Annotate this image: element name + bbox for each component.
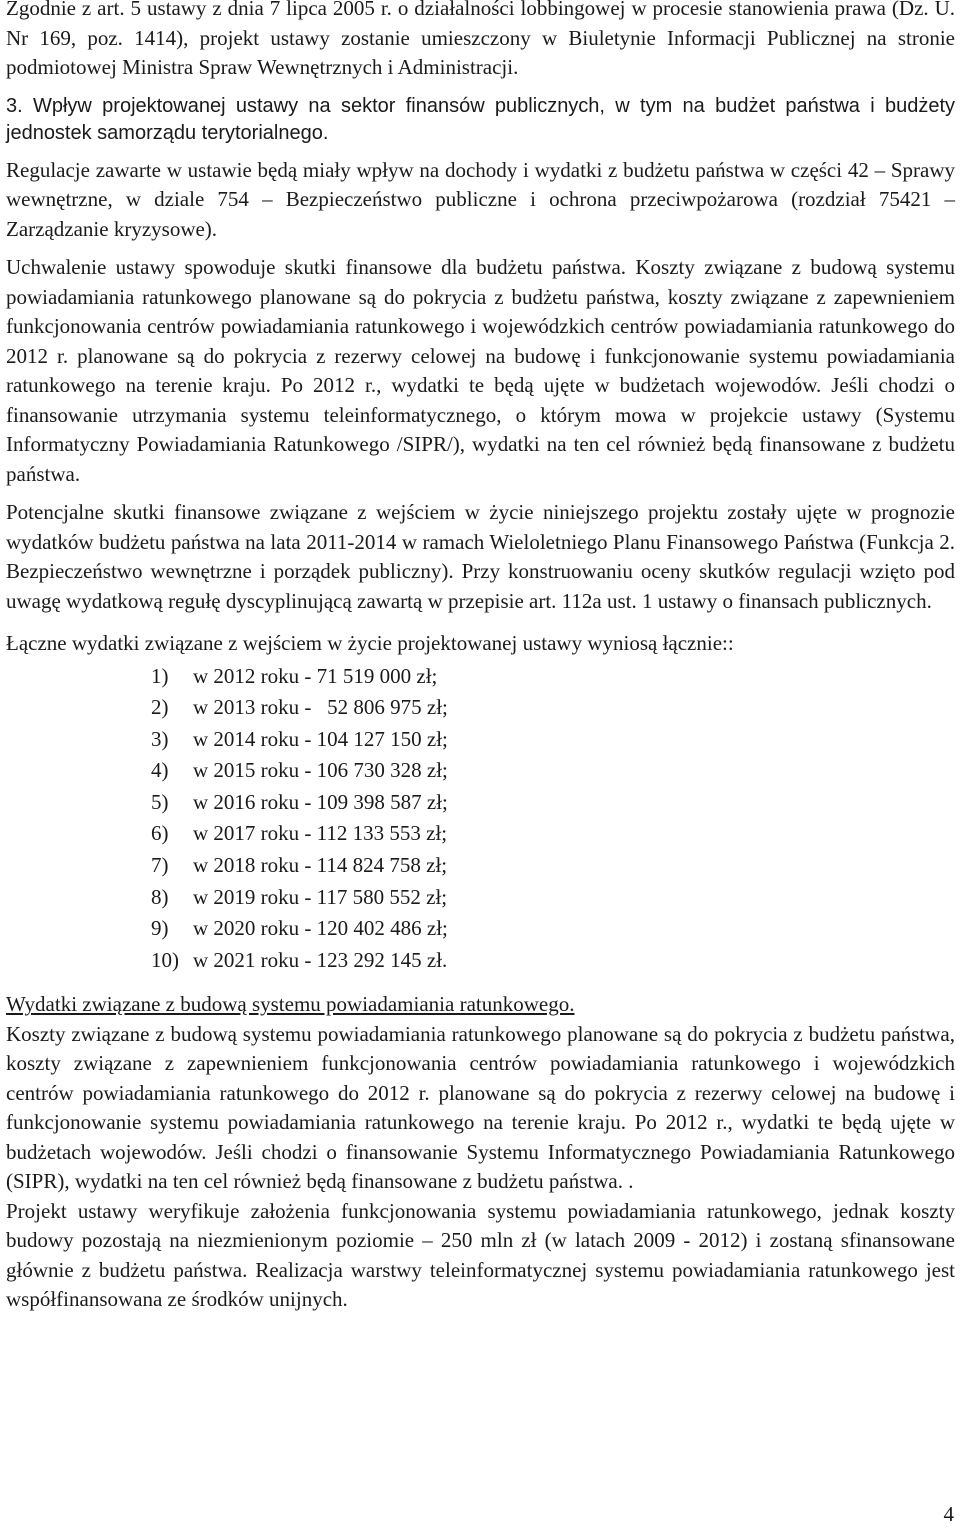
list-item: 3) w 2014 roku - 104 127 150 zł; bbox=[151, 726, 448, 751]
list-item: 1) w 2012 roku - 71 519 000 zł; bbox=[151, 663, 438, 688]
list-item: 6) w 2017 roku - 112 133 553 zł; bbox=[151, 821, 448, 846]
list-item: 2) w 2013 roku - 52 806 975 zł; bbox=[151, 695, 448, 720]
document-page bbox=[6, 0, 955, 1315]
intro-paragraph: Zgodnie z art. 5 ustawy z dnia 7 lipca 2005 r. o działalności lobbingowej w procesie stanowienia prawa (Dz. U. Nr 169, poz. 1414), projekt ustawy zostanie umieszczony w Biuletynie Informacji Publicznej na stronie podmiotowej Ministra Spraw Wewnętrznych i Administracji. bbox=[6, 0, 955, 79]
total-expenses-intro: Łączne wydatki związane z wejściem w życie projektowanej ustawy wyniosą łącznie:: bbox=[6, 631, 734, 655]
construction-expenses-subheading: Wydatki związane z budową systemu powiadamiania ratunkowego. bbox=[6, 992, 575, 1017]
list-item: 10) w 2021 roku - 123 292 145 zł. bbox=[151, 947, 448, 972]
potential-effects-paragraph: Potencjalne skutki finansowe związane z wejściem w życie niniejszego projektu zostały ujęte w prognozie wydatków budżetu państwa na lata 2011-2014 w ramach Wieloletniego Planu Finansowego Państwa (Funkcja 2. Bezpieczeństwo wewnętrzne i porządek publiczny). Przy konstruowaniu oceny skutków regulacji wzięto pod uwagę wydatkową regułę dyscyplinującą zawartą w przepisie art. 112a ust. 1 ustawy o finansach publicznych. bbox=[6, 500, 955, 613]
section-3-heading: 3. Wpływ projektowanej ustawy na sektor finansów publicznych, w tym na budżet państwa i budżety jednostek samorządu terytorialnego. bbox=[6, 94, 955, 144]
list-item: 8) w 2019 roku - 117 580 552 zł; bbox=[151, 884, 448, 909]
page-number: 4 bbox=[943, 1502, 954, 1526]
project-verification-paragraph: Projekt ustawy weryfikuje założenia funkcjonowania systemu powiadamiania ratunkowego, jednak koszty budowy pozostają na niezmienionym poziomie – 250 mln zł (w latach 2009 - 2012) i zostaną sfinansowane głównie z budżetu państwa. Realizacja warstwy teleinformatycznej systemu powiadamiania ratunkowego jest współfinansowana ze środków unijnych. bbox=[6, 1198, 955, 1312]
list-item: 5) w 2016 roku - 109 398 587 zł; bbox=[151, 789, 448, 814]
list-item: 7) w 2018 roku - 114 824 758 zł; bbox=[151, 853, 448, 878]
list-item: 4) w 2015 roku - 106 730 328 zł; bbox=[151, 758, 448, 783]
construction-costs-paragraph: Koszty związane z budową systemu powiadamiania ratunkowego planowane są do pokrycia z budżetu państwa, koszty związane z zapewnieniem funkcjonowania centrów powiadamiania ratunkowego i wojewódzkich centrów powiadamiania ratunkowego do 2012 r. planowane są do pokrycia z rezerwy celowej na budowę i funkcjonowanie systemu powiadamiania ratunkowego na terenie kraju. Po 2012 r., wydatki te będą ujęte w budżetach wojewodów. Jeśli chodzi o finansowanie Systemu Informatycznego Powiadamiania Ratunkowego (SIPR), wydatki na ten cel również będą finansowane z budżetu państwa. . bbox=[6, 1021, 955, 1194]
regulations-paragraph: Regulacje zawarte w ustawie będą miały wpływ na dochody i wydatki z budżetu państwa w części 42 – Sprawy wewnętrzne, w dziale 754 – Bezpieczeństwo publiczne i ochrona przeciwpożarowa (rozdział 75421 – Zarządzanie kryzysowe). bbox=[6, 157, 955, 241]
list-item: 9) w 2020 roku - 120 402 486 zł; bbox=[151, 916, 448, 941]
yearly-expenses-list bbox=[6, 661, 955, 977]
financial-effects-paragraph: Uchwalenie ustawy spowoduje skutki finansowe dla budżetu państwa. Koszty związane z budową systemu powiadamiania ratunkowego planowane są do pokrycia z budżetu państwa, koszty związane z zapewnieniem funkcjonowania centrów powiadamiania ratunkowego i wojewódzkich centrów powiadamiania ratunkowego do 2012 r. planowane są do pokrycia z rezerwy celowej na budowę i funkcjonowanie systemu powiadamiania ratunkowego na terenie kraju. Po 2012 r., wydatki te będą ujęte w budżetach wojewodów. Jeśli chodzi o finansowanie utrzymania systemu teleinformatycznego, o którym mowa w projekcie ustawy (Systemu Informatyczny Powiadamiania Ratunkowego /SIPR/), wydatki na ten cel również będą finansowane z budżetu państwa. bbox=[6, 255, 955, 486]
